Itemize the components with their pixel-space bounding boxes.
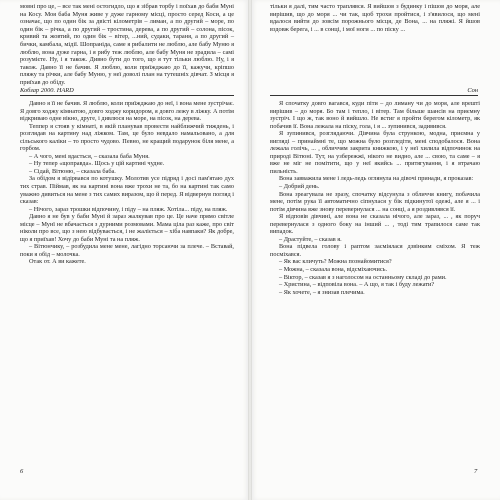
- right-top-fragment: [270, 3, 480, 33]
- left-top-fragment: [20, 3, 234, 87]
- paragraph: Вона завважила мене і ледь-ледь оглянула на дівочі принади, я проказав:: [279, 175, 474, 183]
- paragraph: Давно я її не бачив. Я люблю, коли приїжджаю до неї, і вона мене зустрічає. Я довго ходжу кімнатою, довго ходжу коридором, я довго лежу в ліжку. А потім відкриваю одне вікно, друге, і дивлюся на море, на пісок, на дерева.: [20, 100, 234, 123]
- text-fragment: мовні про це, – все так мені остогидло, що я зібрав торбу і поїхав до баби Муні на Косу. Моя баба Муня живе у дуже гарному місці, просто серед Коси, а це означає, що по один бік за двісті кілометрів – лиман, а по другий – море, по один бік – річка, а по другий – тростина, дерева, а по другий – солона, пісок, кривий та жовтий, по один бік – вітер, ...ний, судаки, тараня, а по другий – бички, камбала, мідії. Шопраніда, саме я рибалити не люблю, але бабу Муню я люблю, вона дуже гарна, і я рибу теж люблю, але бабу Муня не зрадила – самі розумієте. Ну, і я також. Дивно бути до того, що я тут тільки люблю. Ну, і я також. Давно її не бачив. Я люблю, коли приїжджаю до її, кажучи, кріпшо пляжу та річки, але бабу Муню, у неї доволі план на тутешніх дівчат. З місця я приїхав до обіду.: [20, 3, 234, 86]
- paragraph: Отак от. А ви кажете.: [29, 258, 86, 266]
- paragraph: – Христина, – відповіла вона. – А що, я так і буду лежати?: [279, 281, 435, 289]
- paragraph: – Як вас кличуть? Можна познайомитися?: [279, 258, 392, 266]
- right-page-number: 7: [474, 468, 478, 475]
- paragraph: Я відповів дівчині, але вона не сказала нічого, але зараз, ... , як поруч перевернулася з одного боку на інший ... , тоді тим трапилося саме так випадок.: [270, 213, 480, 236]
- paragraph: Я зупинився, розглядаючи. Дівчина була стрункою, модна, приємна у вигляді – принаймні те, що можна було розгледіти, мені сподобалося. Вона лежала голічь, ... , обличчям закрита книжкою, і у неї хилила відпочинок на природі Вітюні. Тут, на узбережжі, нікого не видно, але ... свою, та саме – я вже не міг не помітити, що у неї якийсь ... притягування, і я втрачаю пильність.: [270, 130, 480, 175]
- paragraph: – Драстуйте, – сказав я.: [279, 235, 342, 243]
- paragraph: Теппер я стояв у кімнаті, в якій планував провести найближчий тиждень, і розглядав на картину над ліжком. Там, це було невдало намальовано, а для сільського каліки – то просто чудово. Певно, не кращий подарунок біля мене, а горбом.: [20, 122, 234, 153]
- left-running-header: Кобзар 2000. HARD: [20, 87, 234, 96]
- paragraph: Вона зреагувала не зразу, спочатку відсунула з обличчя книгу, побачила мене, потім рука її автоматично сіпнулася у бік підкинутої одежі, але я ... і потім дівчина вже знову перевернулася ... на сонці, а я роздивлявся її.: [270, 190, 480, 213]
- paragraph: – Вітюнчику, – розбудила мене мене, лагідно торсаючи за плече. – Вставай, поки я обід – молочка.: [20, 243, 234, 258]
- paragraph: – А чого, мені вдасться, – сказала баба Муня.: [29, 152, 150, 160]
- paragraph: Вона підвела голову і раптом засміялася дзвінким сміхом. Я теж посміхався.: [270, 243, 480, 258]
- paragraph: – Ну тепер «щоправда». Щось у цій картині чудне.: [29, 160, 165, 168]
- paragraph: – Можна, – сказала вона, відсміхаючись.: [279, 266, 388, 274]
- paragraph: За обідом я відірвався по котушку. Молотив усе підряд і досі пам'ятаю дух тих страв. Піймав, як на картині вона вже трохи не та, бо на картині так само уважно дивиться на мене з тих самих виразом, що й перед. Я відвернув погляд і сказав:: [20, 175, 234, 206]
- paragraph: Давно я не був у баби Муні й зараз жалкував про це. Це наче прямо світле місце – Мунї не вбачається з дурними розмовами. Мама ціла раз каже, про світ ніколи про все, що з нею відбувається, і не жаліється – хіба навпаки? Як добре, що я приїхав! Хочу до баби Муні та на пляж.: [20, 213, 234, 243]
- left-page-number: 6: [20, 468, 24, 475]
- text-fragment: тільки я далі, тим часто траплявся. Я вийшов з будинку і пішов до моря, але вирішив, що до моря ... чи так, щоб трохи пройтися, і з'явилося, що мені вдалося вийти до зовсім порожнього місця, де Вона, ... на пляжі. Я йшов вздовж берега, і ... в сонці, і мої ноги ... по піску ...: [270, 3, 480, 33]
- paragraph: – Добрий день.: [279, 183, 320, 191]
- right-body-text: [270, 100, 480, 296]
- paragraph: – Віктор, – сказав я з наголосом на останньому складі до рами.: [279, 273, 447, 281]
- paragraph: – Нічого, зараз трошки відпочину, і піду – на пляж. Хотіла... піду, на пляж.: [29, 205, 228, 213]
- paragraph: – Як хочете, – я знизав плечима.: [279, 288, 365, 296]
- left-body-text: [20, 100, 234, 266]
- book-gutter: [248, 0, 252, 500]
- paragraph: Я спочатку довго вагався, куди піти – до лиману чи до моря, але врешті вирішив – до моря. Бо там і тепло, і вітер. Там більше шансів на приємну зустріч. І що ж, так воно й вийшло. Не встиг я пройти берегом кілометр, як побачив її. Вона лежала на піску, гола, і я ... зупинився, задивився.: [270, 100, 480, 130]
- paragraph: – Сідай, Вітюню, – сказала баба.: [29, 167, 116, 175]
- right-running-header: Сон: [270, 87, 478, 96]
